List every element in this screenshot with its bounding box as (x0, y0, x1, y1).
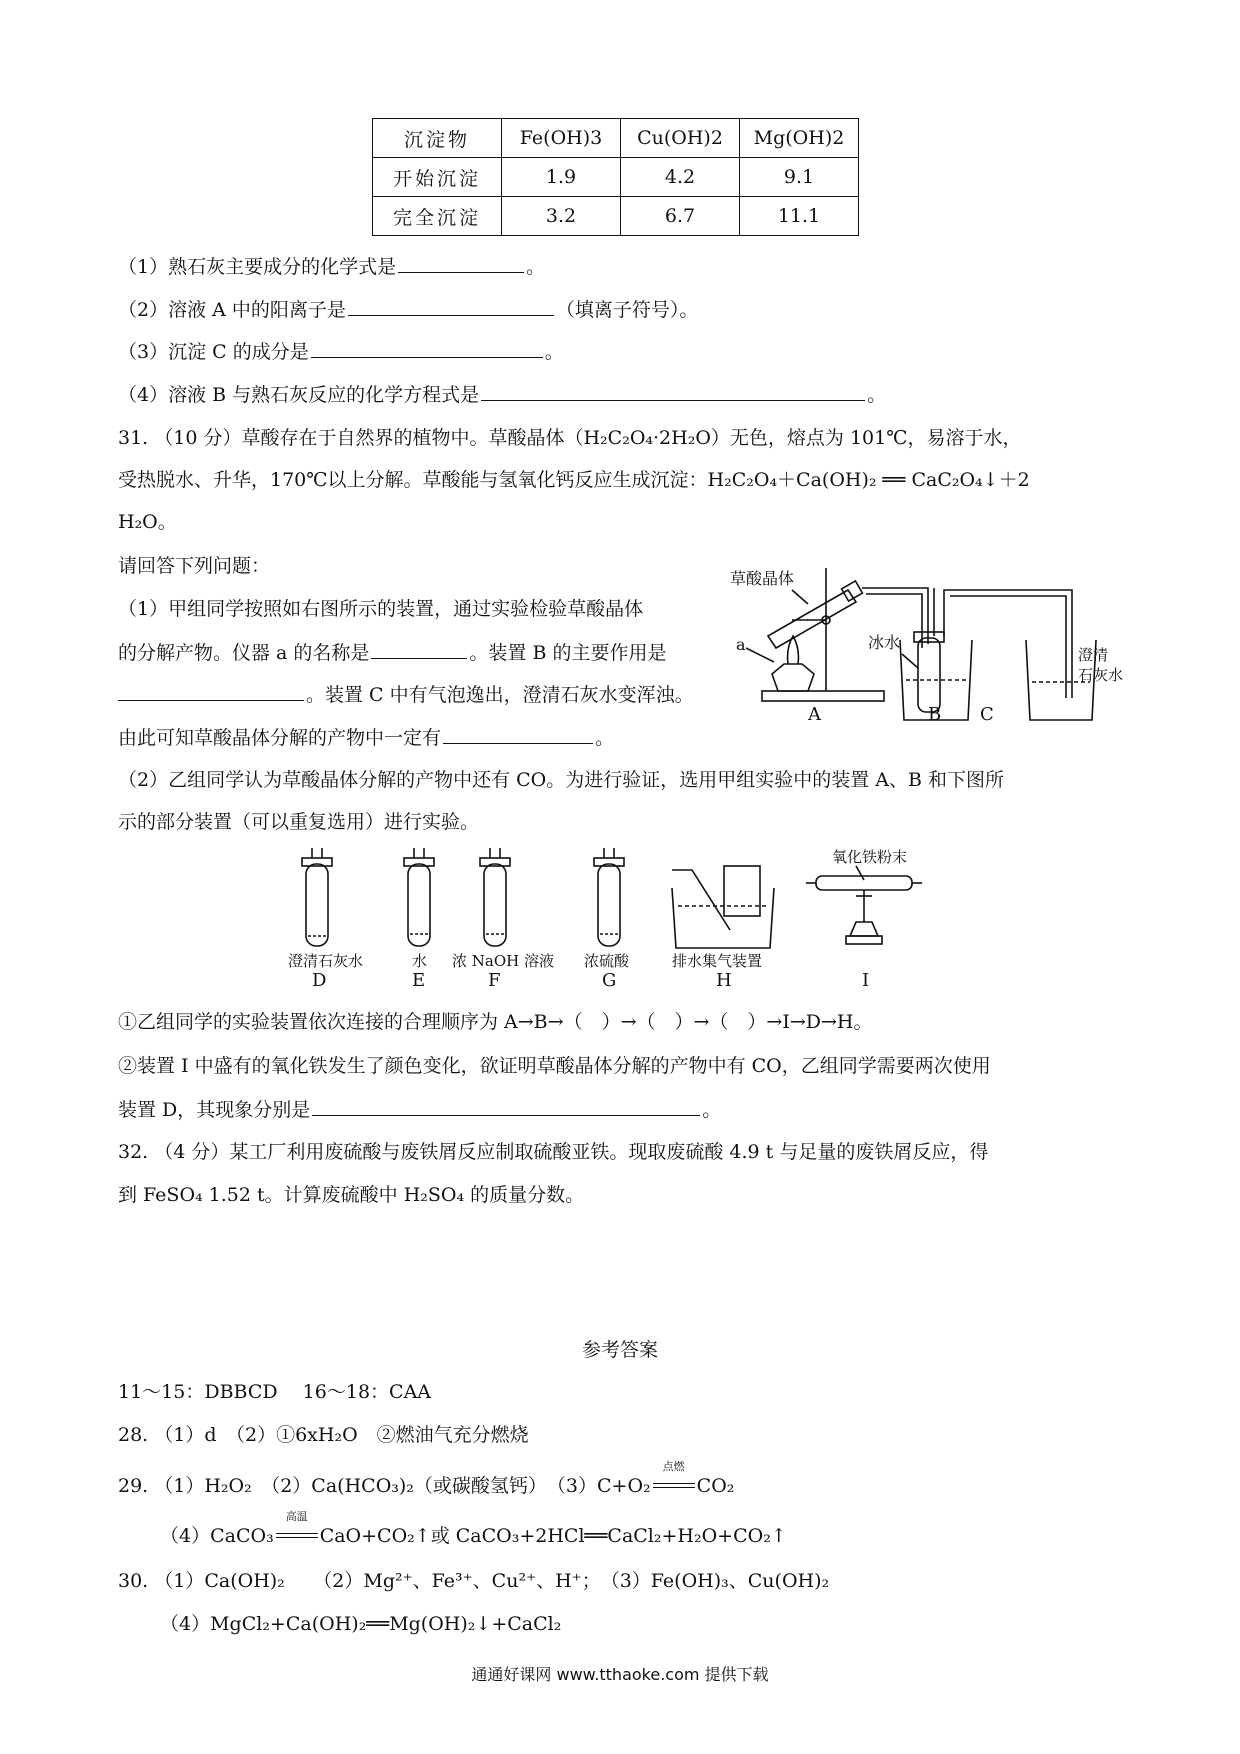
table-cell: 3.2 (502, 197, 621, 236)
answer-29-line1 (118, 1460, 735, 1498)
q31-c1: ①乙组同学的实验装置依次连接的合理顺序为 A→B→（ ）→（ ）→（ ）→I→D→H。 (118, 1011, 873, 1033)
q32-line2: 到 FeSO₄ 1.52 t。计算废硫酸中 H₂SO₄ 的质量分数。 (118, 1184, 585, 1206)
table-cell: 6.7 (621, 197, 740, 236)
q30-item-3-end: 。 (544, 341, 564, 363)
precipitation-ph-table (372, 118, 859, 236)
answers-title: 参考答案 (581, 1339, 658, 1361)
condition-high-temp: 高温 (285, 1510, 308, 1523)
q31-ask: 请回答下列问题： (118, 555, 271, 577)
q31-c2-end: 。 (702, 1099, 722, 1121)
label-apparatus-b: B (928, 704, 942, 725)
q31-c2-line1: ②装置 I 中盛有的氧化铁发生了颜色变化，欲证明草酸晶体分解的产物中有 CO，乙组同学需要两次使用 (118, 1055, 991, 1077)
label-d: D (312, 970, 327, 991)
label-iron-oxide: 氧化铁粉末 (832, 848, 908, 866)
apparatus-d (302, 848, 332, 946)
q31-p1-line4-end: 。 (595, 727, 615, 749)
label-apparatus-c: C (980, 704, 994, 725)
q30-item-1-text: （1）熟石灰主要成分的化学式是 (118, 256, 397, 278)
table-cell: 开始沉淀 (373, 158, 502, 197)
q30-item-4-end: 。 (867, 384, 887, 406)
table-cell: Fe(OH)3 (502, 119, 621, 158)
answer-blank[interactable] (371, 640, 467, 659)
equals-sign (653, 1483, 695, 1488)
answer-29-line2-text-b: CaO+CO₂↑或 CaCO₃+2HCl══CaCl₂+H₂O+CO₂↑ (319, 1525, 787, 1547)
q31-p1-line1: （1）甲组同学按照如右图所示的装置，通过实验检验草酸晶体 (118, 598, 644, 620)
label-oxalic-crystal: 草酸晶体 (730, 569, 795, 588)
label-lime-water-2: 石灰水 (1078, 666, 1124, 684)
table-header-row (373, 119, 859, 158)
label-i: I (862, 970, 870, 991)
answer-30-line1: 30. （1）Ca(OH)₂ （2）Mg²⁺、Fe³⁺、Cu²⁺、H⁺； （3）Fe(OH)₃、Cu(OH)₂ (118, 1570, 830, 1592)
answer-28: 28. （1）d （2）①6xH₂O ②燃油气充分燃烧 (118, 1424, 529, 1446)
label-lime-water-1: 澄清 (1078, 646, 1109, 664)
answer-blank[interactable] (443, 725, 593, 744)
q31-intro-line2: 受热脱水、升华，170℃以上分解。草酸能与氢氧化钙反应生成沉淀：H₂C₂O₄＋Ca(OH)₂ ══ CaC₂O₄↓＋2 (118, 469, 1030, 491)
table-cell: 完全沉淀 (373, 197, 502, 236)
answer-blank[interactable] (348, 297, 554, 316)
q31-p2-line1: （2）乙组同学认为草酸晶体分解的产物中还有 CO。为进行验证，选用甲组实验中的装置 A、B 和下图所 (118, 769, 1005, 791)
apparatus-f (480, 848, 510, 946)
apparatus-figure-d-to-i (288, 846, 936, 991)
q30-item-2 (118, 297, 698, 322)
label-h-reagent: 排水集气装置 (672, 952, 763, 970)
label-a: a (736, 635, 746, 654)
q31-p1-line2-text-b: 。装置 B 的主要作用是 (469, 642, 667, 664)
q31-c2-line2-text: 装置 D，其现象分别是 (118, 1099, 311, 1121)
q31-p2-line2: 示的部分装置（可以重复选用）进行实验。 (118, 811, 480, 833)
apparatus-e (404, 848, 434, 946)
table-cell: Cu(OH)2 (621, 119, 740, 158)
footer-source: 通通好课网 www.tthaoke.com 提供下载 (471, 1665, 769, 1684)
q30-item-1-end: 。 (526, 256, 546, 278)
apparatus-figure-abc (728, 548, 1128, 728)
q30-item-3-text: （3）沉淀 C 的成分是 (118, 341, 309, 363)
table-cell: 沉淀物 (373, 119, 502, 158)
q31-intro-line3: H₂O。 (118, 511, 177, 533)
q31-p1-line3 (118, 682, 694, 707)
reaction-condition (651, 1460, 697, 1498)
q31-p1-line4 (118, 725, 614, 750)
label-h: H (716, 970, 732, 991)
answer-blank[interactable] (312, 1097, 700, 1116)
table-cell: 1.9 (502, 158, 621, 197)
q30-item-4 (118, 382, 886, 407)
apparatus-g (594, 848, 624, 946)
label-g: G (602, 970, 617, 991)
label-f-reagent: 浓 NaOH 溶液 (452, 952, 554, 970)
apparatus-h (672, 866, 774, 948)
answer-11-18: 11～15：DBBCD 16～18：CAA (118, 1381, 432, 1403)
label-e-reagent: 水 (412, 952, 428, 970)
q31-intro-line1: 31. （10 分）草酸存在于自然界的植物中。草酸晶体（H₂C₂O₄·2H₂O）无色，熔点为 101℃，易溶于水， (118, 427, 1022, 449)
label-e: E (412, 970, 426, 991)
answer-blank[interactable] (311, 339, 543, 358)
apparatus-i (806, 866, 922, 944)
table-row (373, 158, 859, 197)
q32-line1: 32. （4 分）某工厂利用废硫酸与废铁屑反应制取硫酸亚铁。现取废硫酸 4.9 t 与足量的废铁屑反应，得 (118, 1141, 989, 1163)
answer-blank[interactable] (481, 382, 865, 401)
table-row (373, 197, 859, 236)
reaction-condition (274, 1510, 320, 1548)
q30-item-2-end: （填离子符号）。 (555, 299, 699, 321)
q31-p1-line2-text: 的分解产物。仪器 a 的名称是 (118, 642, 370, 664)
q31-p1-line2 (118, 640, 666, 665)
table-cell: 4.2 (621, 158, 740, 197)
table-cell: 11.1 (740, 197, 859, 236)
condition-ignite: 点燃 (662, 1460, 685, 1473)
q30-item-3 (118, 339, 564, 364)
label-apparatus-a: A (808, 704, 821, 725)
label-f: F (488, 970, 501, 991)
table-cell: Mg(OH)2 (740, 119, 859, 158)
answer-blank[interactable] (118, 682, 304, 701)
q30-item-2-text: （2）溶液 A 中的阳离子是 (118, 299, 346, 321)
equals-sign (276, 1533, 318, 1538)
table-cell: 9.1 (740, 158, 859, 197)
label-ice-water: 冰水 (868, 633, 901, 652)
q30-item-1 (118, 254, 545, 279)
answer-29-line2 (160, 1510, 787, 1548)
answer-29-text-a: 29. （1）H₂O₂ （2）Ca(HCO₃)₂（或碳酸氢钙） （3）C+O₂ (118, 1475, 651, 1497)
answer-blank[interactable] (398, 254, 524, 273)
label-d-reagent: 澄清石灰水 (288, 952, 364, 970)
answer-29-line2-text-a: （4）CaCO₃ (160, 1525, 274, 1547)
answer-30-line2: （4）MgCl₂+Ca(OH)₂══Mg(OH)₂↓+CaCl₂ (160, 1613, 562, 1635)
label-g-reagent: 浓硫酸 (584, 952, 630, 970)
q31-p1-line4-text: 由此可知草酸晶体分解的产物中一定有 (118, 727, 442, 749)
q31-p1-line3-text: 。装置 C 中有气泡逸出，澄清石灰水变浑浊。 (306, 684, 694, 706)
q31-c2-line2 (118, 1097, 721, 1122)
answer-29-text-b: CO₂ (696, 1475, 735, 1497)
q30-item-4-text: （4）溶液 B 与熟石灰反应的化学方程式是 (118, 384, 480, 406)
